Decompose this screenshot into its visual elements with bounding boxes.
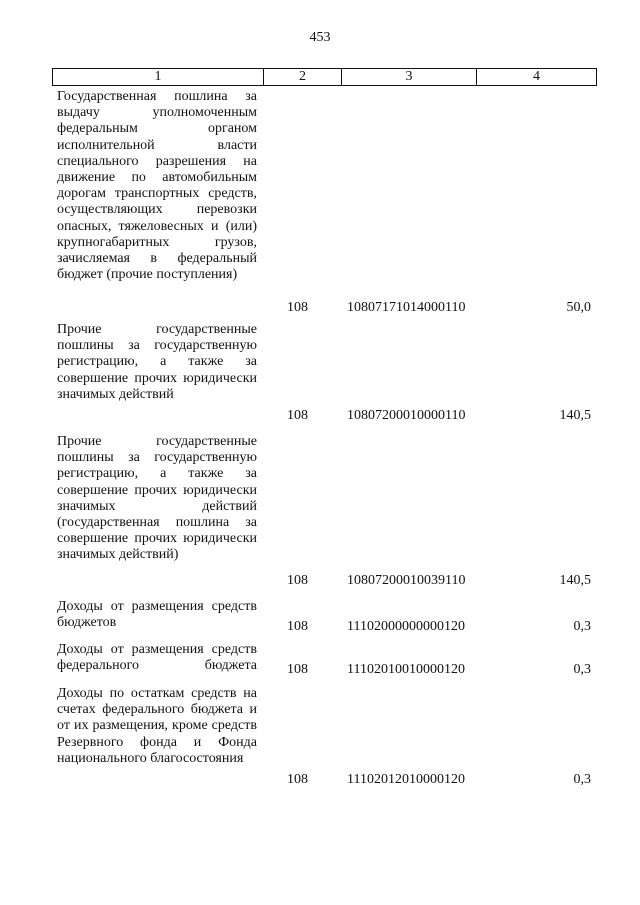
row-admin-code: 108 bbox=[287, 618, 308, 634]
table-row bbox=[57, 322, 597, 424]
row-name: Доходы по остаткам средств на счетах федерального бюджета и от их размещения, кроме средств Резервного фонда и Фонда национального благосостояния bbox=[57, 686, 257, 766]
row-kbk: 11102000000000120 bbox=[347, 618, 465, 634]
row-name: Доходы от размещения средств бюджетов bbox=[57, 599, 257, 631]
table-row bbox=[57, 642, 597, 678]
row-kbk: 10807171014000110 bbox=[347, 299, 466, 315]
row-admin-code: 108 bbox=[287, 661, 308, 677]
row-name: Прочие государственные пошлины за государственную регистрацию, а также за совершение прочих юридически значимых действий (государственная пошлина за совершение прочих юридически значимых действий) bbox=[57, 434, 257, 563]
row-name: Доходы от размещения средств федерального бюджета bbox=[57, 642, 257, 674]
row-admin-code: 108 bbox=[287, 407, 308, 423]
row-admin-code: 108 bbox=[287, 572, 308, 588]
table-row bbox=[57, 434, 597, 589]
row-amount: 140,5 bbox=[559, 407, 591, 423]
table-row bbox=[57, 599, 597, 635]
row-kbk: 10807200010000110 bbox=[347, 407, 466, 423]
row-amount: 0,3 bbox=[573, 661, 591, 677]
table-header bbox=[52, 68, 597, 86]
column-header-1: 1 bbox=[53, 69, 264, 85]
row-name: Государственная пошлина за выдачу уполномоченным федеральным органом исполнительной власти специального разрешения на движение по автомобильным дорогам транспортных средств, осуществляющих перевозки опасных, тяжеловесных и (или) крупногабаритных грузов, зачисляемая в федеральный бюджет (прочие поступления) bbox=[57, 89, 257, 283]
column-header-3: 3 bbox=[342, 69, 477, 85]
column-header-4: 4 bbox=[533, 69, 540, 84]
row-amount: 140,5 bbox=[559, 572, 591, 588]
row-kbk: 11102012010000120 bbox=[347, 771, 465, 787]
row-amount: 0,3 bbox=[573, 771, 591, 787]
table-row bbox=[57, 686, 597, 788]
row-admin-code: 108 bbox=[287, 771, 308, 787]
column-header-2: 2 bbox=[264, 69, 342, 85]
row-amount: 0,3 bbox=[573, 618, 591, 634]
table-row bbox=[57, 89, 597, 316]
row-kbk: 11102010010000120 bbox=[347, 661, 465, 677]
row-admin-code: 108 bbox=[287, 299, 308, 315]
row-name: Прочие государственные пошлины за государственную регистрацию, а также за совершение прочих юридически значимых действий bbox=[57, 322, 257, 402]
row-amount: 50,0 bbox=[566, 299, 591, 315]
row-kbk: 10807200010039110 bbox=[347, 572, 466, 588]
page-number: 453 bbox=[309, 30, 331, 45]
